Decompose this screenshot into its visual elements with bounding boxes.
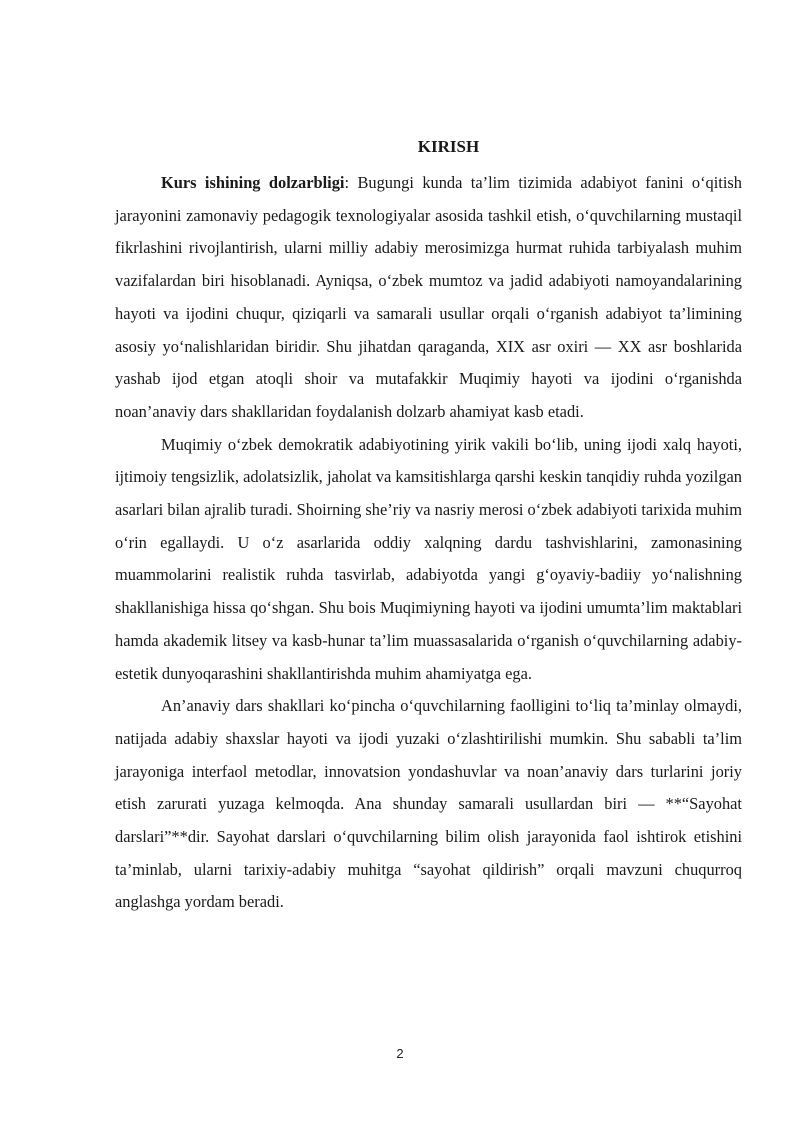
section-heading: KIRISH bbox=[417, 137, 480, 156]
relevance-text: : Bugungi kunda ta’lim tizimida adabiyot fanini o‘qitish jarayonini zamonaviy pedagogik texnologiyalar asosida tashkil etish, o‘quvchilarning mustaqil fikrlashini rivojlantirish, ularni milliy adabiy merosimizga hurmat ruhida tarbiyalash muhim vazifalardan biri hisoblanadi. Ayniqsa, o‘zbek mumtoz va jadid adabiyoti namoyandalarining hayoti va ijodini chuqur, qiziqarli va samarali usullar orqali o‘rganish adabiyot ta’limining asosiy yo‘nalishlaridan biridir. Shu jihatdan qaraganda, XIX asr oxiri — XX asr boshlarida yashab ijod etgan atoqli shoir va mutafakkir Muqimiy hayoti va ijodini o‘rganishda noan’anaviy dars shakllaridan foydalanish dolzarb ahamiyat kasb etadi. bbox=[115, 173, 742, 421]
paragraph-muqimiy: Muqimiy o‘zbek demokratik adabiyotining yirik vakili bo‘lib, uning ijodi xalq hayoti, ijtimoiy tengsizlik, adolatsizlik, jaholat va kamsitishlarga qarshi keskin tanqidiy ruhda yozilgan asarlari bilan ajralib turadi. Shoirning she’riy va nasriy merosi o‘zbek adabiyoti tarixida muhim o‘rin egallaydi. U o‘z asarlarida oddiy xalqning dardu tashvishlarini, zamonasining muammolarini realistik ruhda tasvirlab, adabiyotda yangi g‘oyaviy-badiiy yo‘nalishning shakllanishiga hissa qo‘shgan. Shu bois Muqimiyning hayoti va ijodini umumta’lim maktablari hamda akademik litsey va kasb-hunar ta’lim muassasalarida o‘rganish o‘quvchilarning adabiy-estetik dunyoqarashini shakllantirishda muhim ahamiyatga ega. bbox=[115, 434, 742, 683]
relevance-label: Kurs ishining dolzarbligi bbox=[161, 173, 345, 192]
page-content bbox=[115, 136, 742, 919]
page-number: 2 bbox=[396, 1046, 404, 1061]
paragraph-travel-lessons: An’anaviy dars shakllari ko‘pincha o‘quvchilarning faolligini to‘liq ta’minlay olmaydi, natijada adabiy shaxslar hayoti va ijodi yuzaki o‘zlashtirilishi mumkin. Shu sababli ta’lim jarayoniga interfaol metodlar, innovatsion yondashuvlar va noan’anaviy dars turlarini joriy etish zarurati yuzaga kelmoqda. Ana shunday samarali usullardan biri — **“Sayohat darslari”**dir. Sayohat darslari o‘quvchilarning bilim olish jarayonida faol ishtirok etishini ta’minlab, ularni tarixiy-adabiy muhitga “sayohat qildirish” orqali mavzuni chuqurroq anglashga yordam beradi. bbox=[115, 696, 742, 912]
paragraph-relevance bbox=[115, 167, 742, 429]
